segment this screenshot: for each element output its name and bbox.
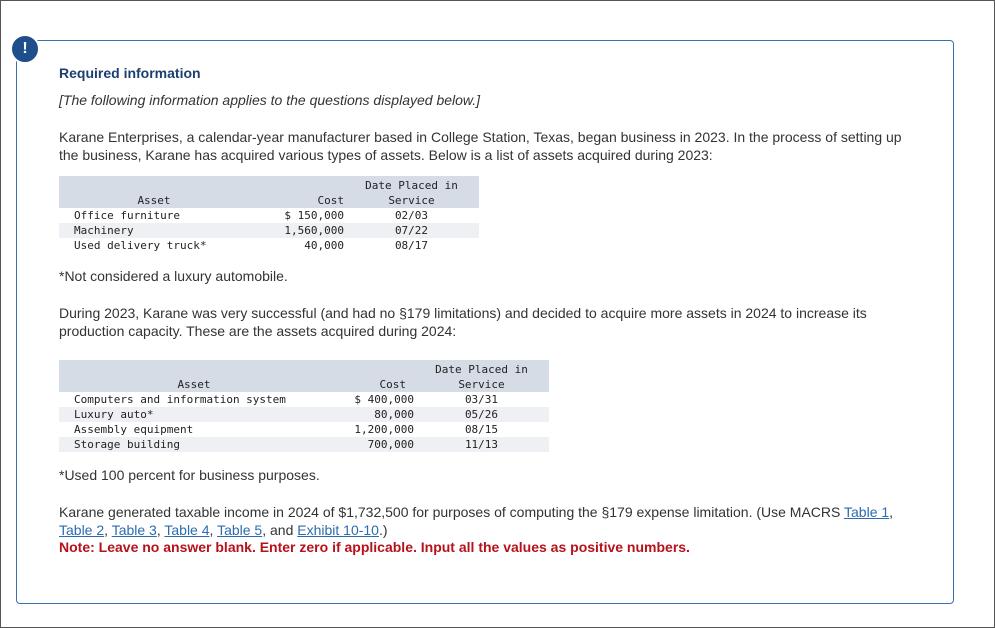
intro-paragraph: Karane Enterprises, a calendar-year manufacturer based in College Station, Texas, began business in 2023. In the process of setting up the business, Karane has acquired various types of assets. Below is a list of assets acquired during 2023: (59, 129, 902, 163)
cost-cell: 1,200,000 (354, 423, 414, 436)
column-header-date-line2: Service (458, 378, 505, 391)
cost-cell: $ 400,000 (354, 393, 414, 406)
table-3-link[interactable]: Table 3 (111, 522, 157, 538)
link-separator: , (209, 522, 218, 538)
asset-cell: Used delivery truck* (74, 239, 207, 252)
assets-2024-table (59, 360, 549, 452)
cost-cell: 700,000 (367, 438, 414, 451)
cost-cell: $ 150,000 (284, 209, 344, 222)
column-header-cost: Cost (317, 194, 344, 207)
asset-cell: Assembly equipment (74, 423, 194, 436)
table-row (59, 422, 549, 437)
cost-cell: 1,560,000 (284, 224, 344, 237)
column-header-date-line2: Service (388, 194, 435, 207)
table-2-link[interactable]: Table 2 (59, 522, 105, 538)
column-header-date-line1: Date Placed in (365, 179, 458, 192)
cost-cell: 80,000 (374, 408, 414, 421)
table-row (59, 407, 549, 422)
link-separator: , (889, 504, 894, 520)
date-cell: 08/15 (464, 423, 499, 436)
table-row (59, 208, 479, 223)
closing-end-text: .) (378, 522, 388, 538)
required-info-card (16, 40, 954, 604)
closing-text: Karane generated taxable income in 2024 of $1,732,500 for purposes of computing the §179 expense limitation. (Use MACRS (59, 504, 845, 520)
required-info-title: Required information (59, 65, 201, 81)
asset-cell: Machinery (74, 224, 134, 237)
table-5-link[interactable]: Table 5 (217, 522, 263, 538)
footnote-2023: *Not considered a luxury automobile. (59, 268, 288, 284)
column-header-asset: Asset (177, 378, 211, 391)
column-header-date-line1: Date Placed in (435, 363, 528, 376)
asset-cell: Office furniture (74, 209, 180, 222)
table-row (59, 223, 479, 238)
asset-cell: Luxury auto* (74, 408, 154, 421)
middle-paragraph: During 2023, Karane was very successful (and had no §179 limitations) and decided to acquire more assets in 2024 to increase its production capacity. These are the assets acquired during 2024: (59, 305, 867, 339)
answer-instructions-note: Note: Leave no answer blank. Enter zero if applicable. Input all the values as positive numbers. (59, 539, 690, 555)
closing-paragraph (59, 503, 919, 539)
table-row (59, 392, 549, 407)
date-cell: 05/26 (464, 408, 499, 421)
date-cell: 07/22 (394, 224, 429, 237)
exhibit-10-10-link[interactable]: Exhibit 10-10 (297, 522, 379, 538)
footnote-2024: *Used 100 percent for business purposes. (59, 467, 320, 483)
column-header-date (414, 360, 549, 392)
date-cell: 11/13 (464, 438, 499, 451)
assets-2023-table (59, 176, 479, 253)
date-cell: 08/17 (394, 239, 429, 252)
link-separator: , and (262, 522, 298, 538)
link-separator: , (156, 522, 165, 538)
asset-cell: Storage building (74, 438, 180, 451)
alert-icon: ! (10, 34, 40, 64)
table-4-link[interactable]: Table 4 (164, 522, 210, 538)
date-cell: 02/03 (394, 209, 429, 222)
link-separator: , (104, 522, 112, 538)
table-row (59, 238, 479, 253)
column-header-date (344, 176, 479, 208)
column-header-cost: Cost (379, 378, 406, 391)
table-1-link[interactable]: Table 1 (844, 504, 890, 520)
table-row (59, 437, 549, 452)
card-content (59, 65, 919, 555)
date-cell: 03/31 (464, 393, 499, 406)
required-info-subtitle: [The following information applies to the questions displayed below.] (59, 92, 481, 108)
table-header-row (59, 176, 479, 208)
asset-cell: Computers and information system (74, 393, 286, 406)
table-header-row (59, 360, 549, 392)
cost-cell: 40,000 (304, 239, 344, 252)
column-header-asset: Asset (137, 194, 171, 207)
